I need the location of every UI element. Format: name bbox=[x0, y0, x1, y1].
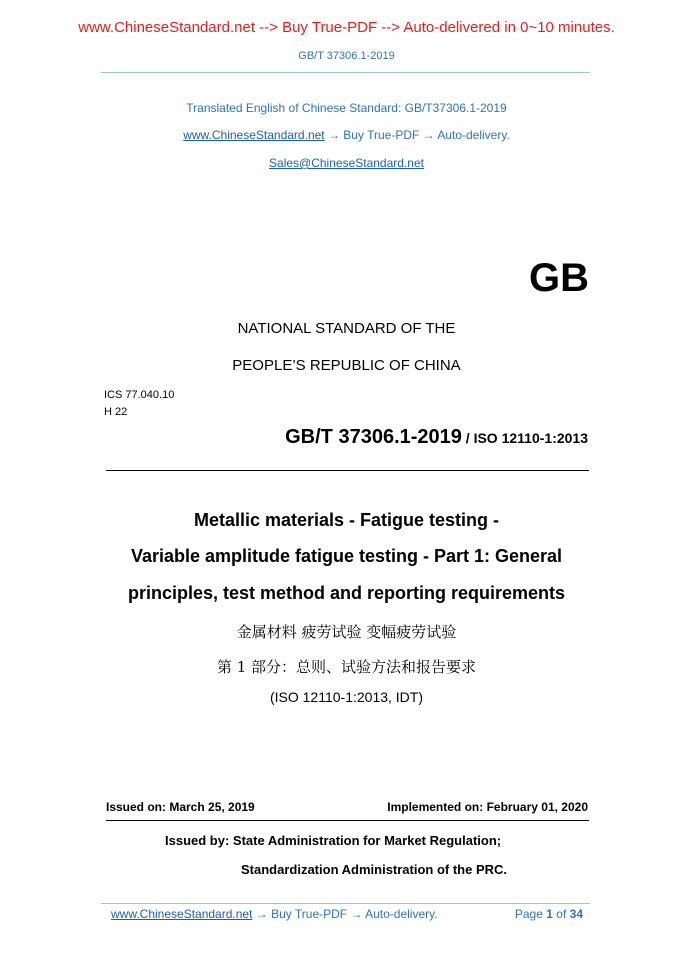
footer-site-link[interactable]: www.ChineseStandard.net bbox=[111, 907, 253, 921]
standard-number bbox=[285, 426, 588, 449]
footer-site-line bbox=[111, 907, 438, 921]
implemented-on-date: Implemented on: February 01, 2020 bbox=[387, 800, 588, 814]
intro-site-line bbox=[0, 128, 693, 142]
title-line-1: Metallic materials - Fatigue testing - bbox=[193, 510, 500, 530]
iso-equivalent: / ISO 12110-1:2013 bbox=[461, 430, 588, 446]
sales-email-link[interactable]: Sales@ChineseStandard.net bbox=[269, 156, 424, 170]
ics-code: ICS 77.040.10 bbox=[104, 389, 175, 401]
title-divider bbox=[106, 470, 589, 471]
iso-idt: (ISO 12110-1:2013, IDT) bbox=[269, 689, 424, 705]
top-banner[interactable]: www.ChineseStandard.net --> Buy True-PDF --> Auto-delivered in 0~10 minutes. bbox=[78, 19, 615, 36]
site-suffix: → Buy True-PDF → Auto-delivery. bbox=[324, 128, 510, 142]
chinese-title-line-1: 金属材料 疲劳试验 变幅疲劳试验 bbox=[236, 623, 457, 641]
classification-code: H 22 bbox=[104, 406, 128, 418]
title-line-3: principles, test method and reporting requirements bbox=[127, 583, 566, 603]
page-total: 34 bbox=[569, 907, 583, 921]
issued-on-date: Issued on: March 25, 2019 bbox=[106, 800, 255, 814]
standard-number-main: GB/T 37306.1-2019 bbox=[285, 426, 462, 448]
issued-by-line-2: Standardization Administration of the PRC. bbox=[241, 862, 508, 877]
site-link[interactable]: www.ChineseStandard.net bbox=[183, 128, 325, 142]
issued-by-line-1: Issued by: State Administration for Market Regulation; bbox=[165, 833, 502, 848]
footer-site-suffix: → Buy True-PDF → Auto-delivery. bbox=[252, 907, 438, 921]
footer-divider bbox=[101, 903, 590, 904]
title-line-2: Variable amplitude fatigue testing - Part 1: General bbox=[130, 546, 563, 566]
sales-line bbox=[0, 156, 693, 170]
national-standard-line-2: PEOPLE’S REPUBLIC OF CHINA bbox=[232, 357, 461, 374]
page-indicator bbox=[515, 907, 583, 921]
header-divider bbox=[101, 72, 590, 73]
chinese-title-line-2: 第 1 部分：总则、试验方法和报告要求 bbox=[216, 658, 477, 676]
dates-divider bbox=[106, 820, 589, 821]
translated-notice: Translated English of Chinese Standard: GB/T37306.1-2019 bbox=[186, 101, 507, 115]
page-of: of bbox=[556, 907, 567, 921]
page-label: Page bbox=[514, 907, 543, 921]
page-current: 1 bbox=[546, 907, 553, 921]
national-standard-line-1: NATIONAL STANDARD OF THE bbox=[237, 320, 456, 337]
header-doc-number: GB/T 37306.1-2019 bbox=[298, 50, 395, 62]
gb-logo: GB bbox=[529, 256, 589, 300]
